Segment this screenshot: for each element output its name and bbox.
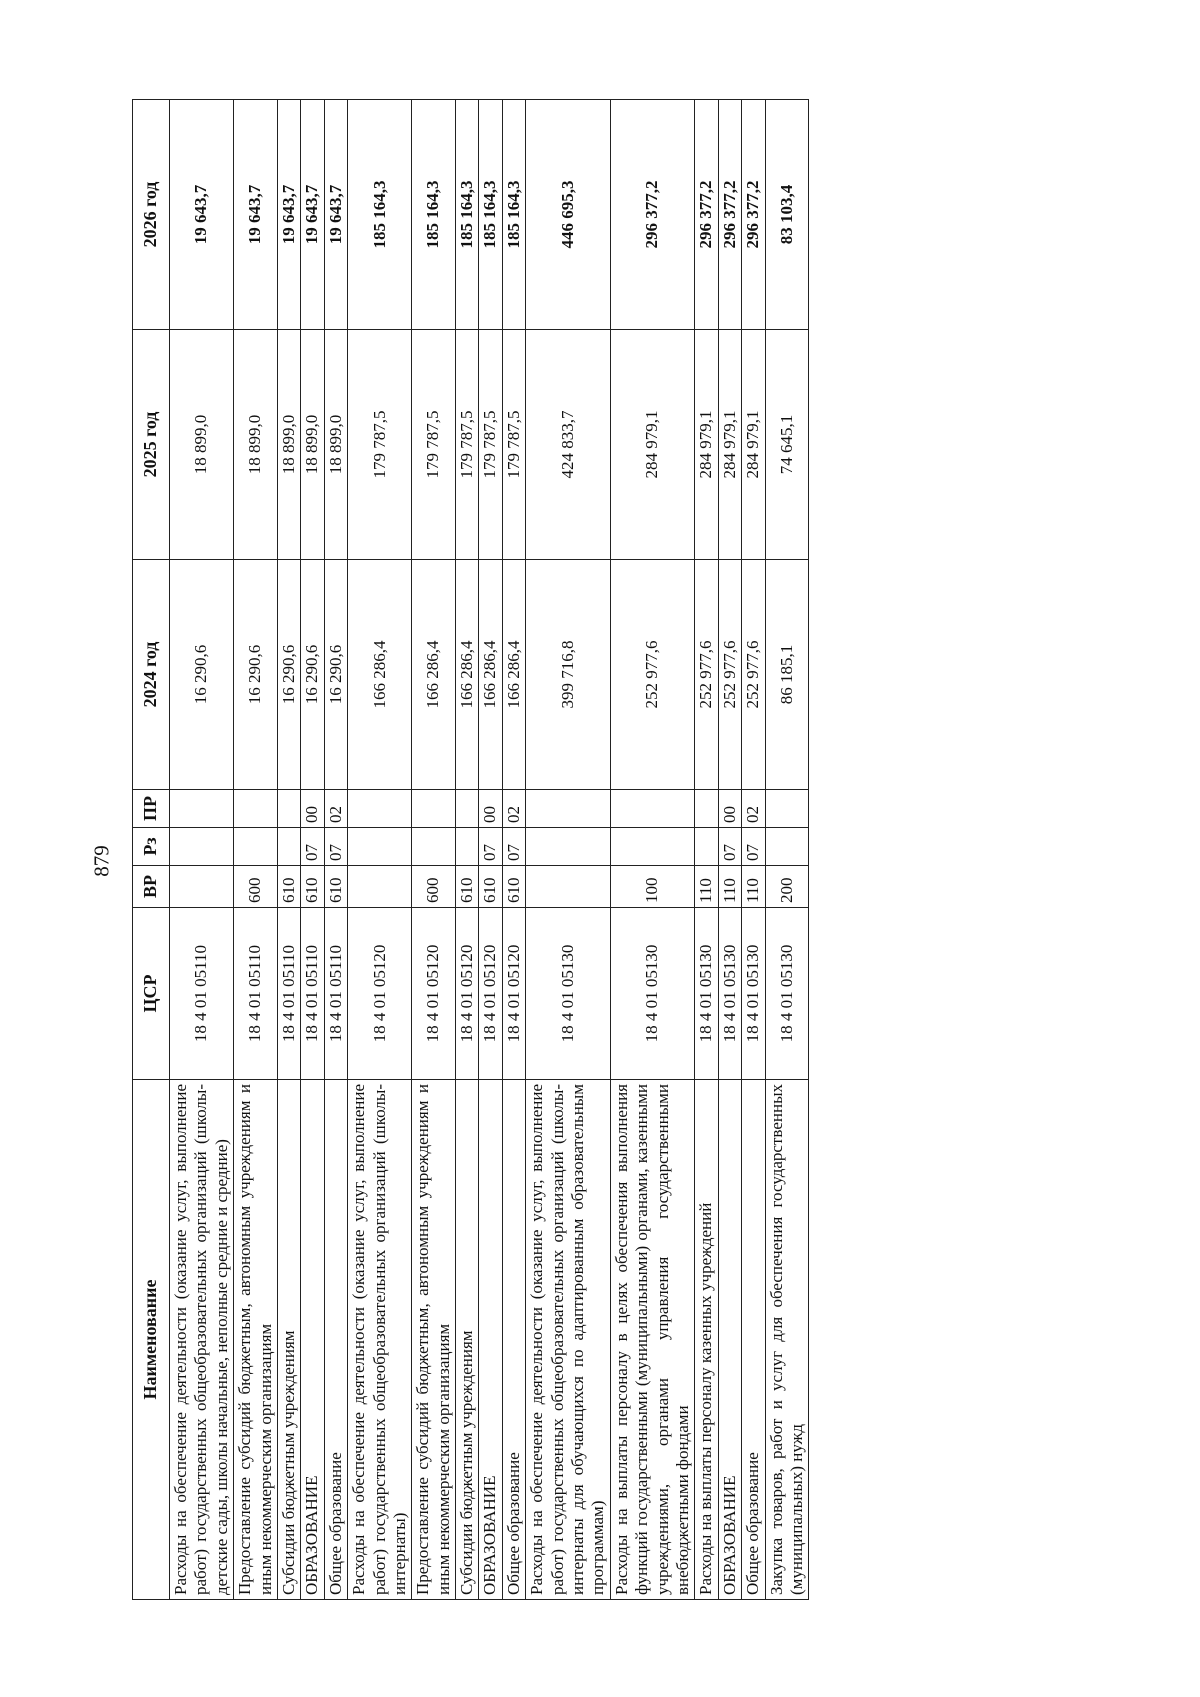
cell-rz: 07 bbox=[301, 828, 324, 866]
table-row bbox=[610, 100, 695, 1600]
cell-pr: 00 bbox=[718, 790, 741, 828]
cell-name: Расходы на обеспечение деятельности (оказание услуг, выполнение работ) государственных общеобразовательных организаций (школы-детские сады, школы начальные, неполные средние и средние) bbox=[170, 1080, 234, 1600]
table-row bbox=[695, 100, 718, 1600]
cell-csr: 18 4 01 05110 bbox=[234, 908, 278, 1080]
cell-2025: 284 979,1 bbox=[610, 330, 695, 560]
cell-2026: 185 164,3 bbox=[412, 100, 456, 330]
cell-name: ОБРАЗОВАНИЕ bbox=[301, 1080, 324, 1600]
cell-2024: 166 286,4 bbox=[348, 560, 412, 790]
cell-pr bbox=[170, 790, 234, 828]
cell-pr: 02 bbox=[324, 790, 347, 828]
cell-pr: 02 bbox=[742, 790, 765, 828]
header-2024: 2024 год bbox=[133, 560, 170, 790]
table-row bbox=[412, 100, 456, 1600]
cell-2024: 16 290,6 bbox=[301, 560, 324, 790]
cell-2025: 18 899,0 bbox=[301, 330, 324, 560]
cell-2025: 18 899,0 bbox=[170, 330, 234, 560]
cell-rz: 07 bbox=[479, 828, 502, 866]
cell-2025: 179 787,5 bbox=[479, 330, 502, 560]
cell-2026: 83 103,4 bbox=[765, 100, 809, 330]
cell-2026: 296 377,2 bbox=[610, 100, 695, 330]
cell-csr: 18 4 01 05130 bbox=[610, 908, 695, 1080]
cell-rz: 07 bbox=[324, 828, 347, 866]
header-pr: ПР bbox=[133, 790, 170, 828]
cell-vr bbox=[348, 866, 412, 908]
cell-2024: 86 185,1 bbox=[765, 560, 809, 790]
cell-2026: 296 377,2 bbox=[742, 100, 765, 330]
cell-vr: 200 bbox=[765, 866, 809, 908]
cell-pr bbox=[348, 790, 412, 828]
cell-2025: 18 899,0 bbox=[324, 330, 347, 560]
table-row bbox=[456, 100, 479, 1600]
cell-2026: 296 377,2 bbox=[718, 100, 741, 330]
cell-csr: 18 4 01 05110 bbox=[170, 908, 234, 1080]
cell-2024: 166 286,4 bbox=[456, 560, 479, 790]
cell-pr bbox=[456, 790, 479, 828]
cell-2026: 19 643,7 bbox=[234, 100, 278, 330]
cell-name: ОБРАЗОВАНИЕ bbox=[479, 1080, 502, 1600]
cell-vr bbox=[170, 866, 234, 908]
table-row bbox=[526, 100, 611, 1600]
cell-rz: 07 bbox=[742, 828, 765, 866]
cell-2025: 284 979,1 bbox=[718, 330, 741, 560]
cell-vr: 600 bbox=[234, 866, 278, 908]
cell-csr: 18 4 01 05110 bbox=[301, 908, 324, 1080]
cell-csr: 18 4 01 05120 bbox=[348, 908, 412, 1080]
cell-csr: 18 4 01 05110 bbox=[324, 908, 347, 1080]
cell-rz bbox=[412, 828, 456, 866]
cell-name: Субсидии бюджетным учреждениям bbox=[277, 1080, 300, 1600]
header-2026: 2026 год bbox=[133, 100, 170, 330]
cell-rz bbox=[348, 828, 412, 866]
cell-rz bbox=[526, 828, 611, 866]
cell-2025: 284 979,1 bbox=[742, 330, 765, 560]
cell-2025: 18 899,0 bbox=[234, 330, 278, 560]
cell-vr: 110 bbox=[695, 866, 718, 908]
cell-csr: 18 4 01 05130 bbox=[695, 908, 718, 1080]
cell-2024: 16 290,6 bbox=[234, 560, 278, 790]
cell-name: Общее образование bbox=[502, 1080, 525, 1600]
cell-name: Субсидии бюджетным учреждениям bbox=[456, 1080, 479, 1600]
cell-2024: 399 716,8 bbox=[526, 560, 611, 790]
cell-rz: 07 bbox=[718, 828, 741, 866]
cell-rz bbox=[765, 828, 809, 866]
cell-name: Предоставление субсидий бюджетным, автономным учреждениям и иным некоммерческим организациям bbox=[412, 1080, 456, 1600]
cell-name: Предоставление субсидий бюджетным, автономным учреждениям и иным некоммерческим организациям bbox=[234, 1080, 278, 1600]
cell-2024: 16 290,6 bbox=[324, 560, 347, 790]
cell-2025: 424 833,7 bbox=[526, 330, 611, 560]
table-row bbox=[479, 100, 502, 1600]
table-row bbox=[348, 100, 412, 1600]
cell-pr: 00 bbox=[479, 790, 502, 828]
cell-2026: 185 164,3 bbox=[456, 100, 479, 330]
cell-vr: 610 bbox=[456, 866, 479, 908]
cell-name: Расходы на выплаты персоналу в целях обеспечения выполнения функций государственными (муниципальными) органами, казенными учреждениями, органами управления государственными внебюджетными фондами bbox=[610, 1080, 695, 1600]
cell-2025: 179 787,5 bbox=[348, 330, 412, 560]
cell-name: Расходы на обеспечение деятельности (оказание услуг, выполнение работ) государственных общеобразовательных организаций (школы-интернаты) bbox=[348, 1080, 412, 1600]
cell-pr bbox=[234, 790, 278, 828]
cell-2025: 179 787,5 bbox=[412, 330, 456, 560]
cell-2026: 296 377,2 bbox=[695, 100, 718, 330]
cell-pr bbox=[765, 790, 809, 828]
table-row bbox=[324, 100, 347, 1600]
cell-rz: 07 bbox=[502, 828, 525, 866]
cell-pr bbox=[610, 790, 695, 828]
table-row bbox=[742, 100, 765, 1600]
table-header-row bbox=[133, 100, 170, 1600]
cell-2026: 19 643,7 bbox=[324, 100, 347, 330]
cell-vr: 100 bbox=[610, 866, 695, 908]
header-vr: ВР bbox=[133, 866, 170, 908]
cell-2026: 185 164,3 bbox=[502, 100, 525, 330]
cell-name: Общее образование bbox=[324, 1080, 347, 1600]
table-row bbox=[277, 100, 300, 1600]
cell-pr bbox=[412, 790, 456, 828]
cell-pr bbox=[526, 790, 611, 828]
cell-2024: 166 286,4 bbox=[479, 560, 502, 790]
cell-vr: 110 bbox=[742, 866, 765, 908]
cell-name: Расходы на обеспечение деятельности (оказание услуг, выполнение работ) государственных общеобразовательных организаций (школы-интернаты для обучающихся по адаптированным образовательным программам) bbox=[526, 1080, 611, 1600]
cell-2026: 19 643,7 bbox=[170, 100, 234, 330]
cell-vr bbox=[526, 866, 611, 908]
table-row bbox=[170, 100, 234, 1600]
cell-rz bbox=[695, 828, 718, 866]
cell-rz bbox=[234, 828, 278, 866]
cell-2025: 179 787,5 bbox=[456, 330, 479, 560]
cell-csr: 18 4 01 05120 bbox=[456, 908, 479, 1080]
cell-vr: 610 bbox=[324, 866, 347, 908]
cell-2026: 185 164,3 bbox=[348, 100, 412, 330]
cell-rz bbox=[170, 828, 234, 866]
cell-2025: 179 787,5 bbox=[502, 330, 525, 560]
cell-csr: 18 4 01 05110 bbox=[277, 908, 300, 1080]
cell-2026: 185 164,3 bbox=[479, 100, 502, 330]
cell-vr: 610 bbox=[479, 866, 502, 908]
cell-2024: 166 286,4 bbox=[412, 560, 456, 790]
budget-table bbox=[132, 99, 809, 1600]
table-row bbox=[765, 100, 809, 1600]
cell-name: ОБРАЗОВАНИЕ bbox=[718, 1080, 741, 1600]
cell-csr: 18 4 01 05120 bbox=[502, 908, 525, 1080]
cell-2024: 166 286,4 bbox=[502, 560, 525, 790]
cell-vr: 610 bbox=[502, 866, 525, 908]
cell-2024: 16 290,6 bbox=[277, 560, 300, 790]
cell-2024: 252 977,6 bbox=[742, 560, 765, 790]
cell-name: Закупка товаров, работ и услуг для обеспечения государственных (муниципальных) нужд bbox=[765, 1080, 809, 1600]
table-row bbox=[718, 100, 741, 1600]
cell-2026: 446 695,3 bbox=[526, 100, 611, 330]
table-row bbox=[301, 100, 324, 1600]
cell-vr: 610 bbox=[301, 866, 324, 908]
cell-2025: 284 979,1 bbox=[695, 330, 718, 560]
rotated-table-wrapper bbox=[132, 100, 1062, 1600]
cell-pr bbox=[695, 790, 718, 828]
cell-csr: 18 4 01 05130 bbox=[718, 908, 741, 1080]
table-row bbox=[234, 100, 278, 1600]
page-number: 879 bbox=[89, 845, 114, 877]
cell-csr: 18 4 01 05130 bbox=[526, 908, 611, 1080]
cell-vr: 610 bbox=[277, 866, 300, 908]
cell-2025: 74 645,1 bbox=[765, 330, 809, 560]
cell-vr: 110 bbox=[718, 866, 741, 908]
cell-csr: 18 4 01 05130 bbox=[742, 908, 765, 1080]
cell-2024: 252 977,6 bbox=[610, 560, 695, 790]
cell-vr: 600 bbox=[412, 866, 456, 908]
cell-2024: 252 977,6 bbox=[695, 560, 718, 790]
cell-name: Расходы на выплаты персоналу казенных учреждений bbox=[695, 1080, 718, 1600]
cell-pr bbox=[277, 790, 300, 828]
cell-2025: 18 899,0 bbox=[277, 330, 300, 560]
cell-csr: 18 4 01 05130 bbox=[765, 908, 809, 1080]
cell-2024: 16 290,6 bbox=[170, 560, 234, 790]
cell-pr: 02 bbox=[502, 790, 525, 828]
cell-rz bbox=[610, 828, 695, 866]
cell-rz bbox=[456, 828, 479, 866]
header-name: Наименование bbox=[133, 1080, 170, 1600]
cell-csr: 18 4 01 05120 bbox=[412, 908, 456, 1080]
cell-2026: 19 643,7 bbox=[301, 100, 324, 330]
cell-csr: 18 4 01 05120 bbox=[479, 908, 502, 1080]
header-2025: 2025 год bbox=[133, 330, 170, 560]
cell-2024: 252 977,6 bbox=[718, 560, 741, 790]
cell-pr: 00 bbox=[301, 790, 324, 828]
table-row bbox=[502, 100, 525, 1600]
header-rz: Рз bbox=[133, 828, 170, 866]
header-csr: ЦСР bbox=[133, 908, 170, 1080]
cell-rz bbox=[277, 828, 300, 866]
cell-name: Общее образование bbox=[742, 1080, 765, 1600]
cell-2026: 19 643,7 bbox=[277, 100, 300, 330]
